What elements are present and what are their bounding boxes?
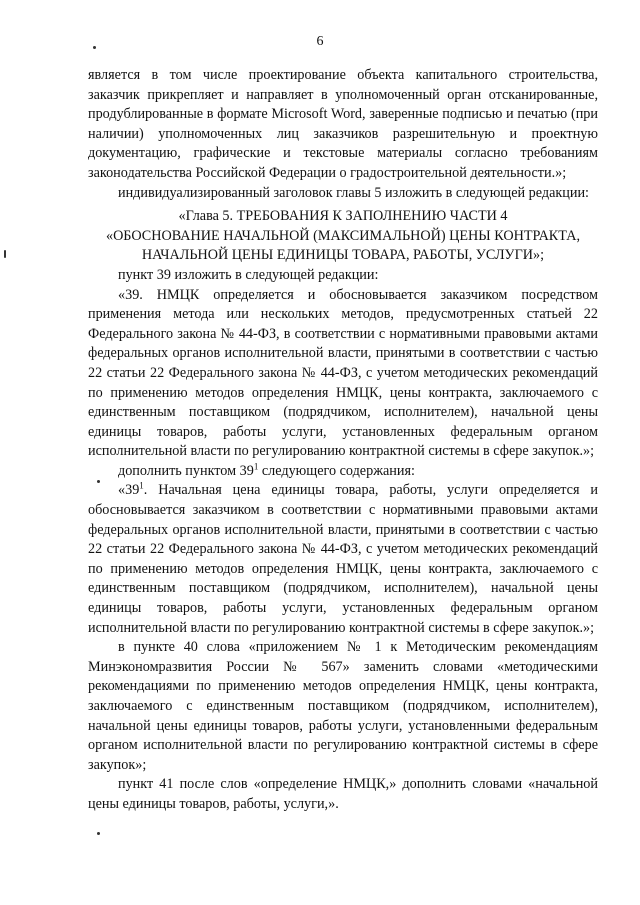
paragraph-item-39-instruction: пункт 39 изложить в следующей редакции: — [118, 266, 379, 283]
superscript: 1 — [253, 461, 259, 472]
scan-artifact-dot — [4, 250, 6, 258]
paragraph-item-39-1-instruction — [88, 462, 598, 482]
paragraph-item-41: пункт 41 после слов «определение НМЦК,» дополнить словами «начальной цены единицы товаров, работы, услуги,». — [88, 776, 598, 812]
superscript: 1 — [139, 480, 144, 491]
paragraph-item-39-1 — [88, 481, 598, 638]
chapter-heading-line-1: «Глава 5. ТРЕБОВАНИЯ К ЗАПОЛНЕНИЮ ЧАСТИ 4 — [178, 208, 508, 225]
paragraph-continuation: является в том числе проектирование объекта капитального строительства, заказчик прикрепляет и направляет в уполномоченный орган отсканированные, продублированные в формате Microsoft Word, заверенные подписью и печатью (при наличии) уполномоченных лиц заказчиков разрешительную и проектную документацию, графические и текстовые материалы согласно требованиям законодательства Российской Федерации о градостроительной деятельности.»; — [88, 67, 598, 181]
document-body — [88, 66, 598, 815]
scan-artifact-dot — [97, 832, 100, 835]
paragraph-heading-instruction: индивидуализированный заголовок главы 5 изложить в следующей редакции: — [118, 184, 589, 201]
text-span: следующего содержания: — [258, 462, 415, 479]
text-span: . Начальная цена единицы товара, работы, услуги определяется и обосновывается заказчиком в соответствии с нормативными правовыми актами федеральных органов исполнительной власти, принятыми в соответствии с частью 22 статьи 22 Федерального закона № 44-ФЗ, с учетом методических рекомендаций по применению методов определения НМЦК, цены контракта, заключаемого с единственным поставщиком (подрядчиком, исполнителем), начальной цены единицы товаров, работы услуги, установленных федеральным органом исполнительной власти по регулированию контрактной системы в сфере закупок.»; — [88, 482, 598, 636]
text-span: дополнить пунктом 39 — [118, 462, 254, 479]
paragraph-item-39: «39. НМЦК определяется и обосновывается заказчиком посредством применения метода или нескольких методов, предусмотренных статьей 22 Федерального закона № 44-ФЗ, в соответствии с нормативными правовыми актами федеральных органов исполнительной власти, принятыми в соответствии с частью 22 статьи 22 Федерального закона № 44-ФЗ, с учетом методических рекомендаций по применению методов определения НМЦК, цены контракта, заключаемого с единственным поставщиком (подрядчиком, исполнителем), начальной цены единицы товаров, работы услуги, установленных федеральным органом исполнительной власти по регулированию контрактной системы в сфере закупок.»; — [88, 286, 598, 460]
chapter-heading-line-2: «ОБОСНОВАНИЕ НАЧАЛЬНОЙ (МАКСИМАЛЬНОЙ) ЦЕНЫ КОНТРАКТА, — [105, 227, 581, 244]
chapter-heading-line-3: НАЧАЛЬНОЙ ЦЕНЫ ЕДИНИЦЫ ТОВАРА, РАБОТЫ, УСЛУГИ»; — [141, 247, 545, 264]
text-span: «39 — [118, 482, 140, 499]
paragraph-item-40: в пункте 40 слова «приложением № 1 к Методическим рекомендациям Минэкономразвития России № 567» заменить словами «методическими рекомендациями по применению методов определения НМЦК, цены контракта, заключаемого с единственным поставщиком (подрядчиком, исполнителем), начальной цены единицы товаров, работы услуги, установленными федеральным органом исполнительной власти по регулированию контрактной системы в сфере закупок»; — [88, 639, 598, 773]
page-number: 6 — [316, 34, 324, 49]
